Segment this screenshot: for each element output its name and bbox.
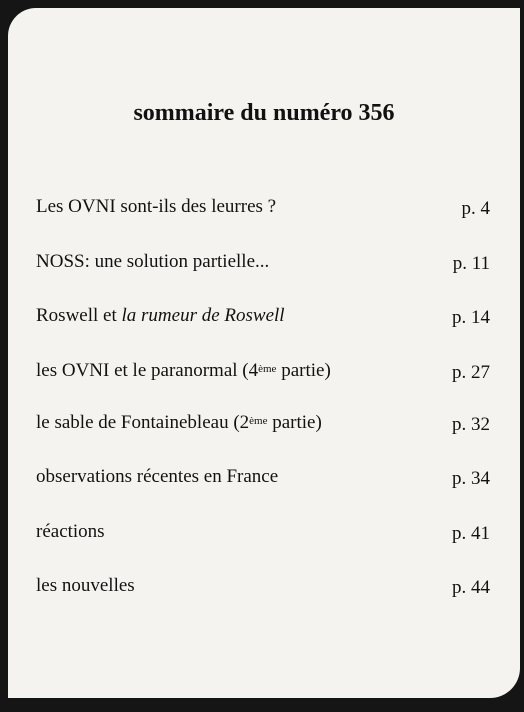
toc-entry-title-prefix: Roswell et	[36, 305, 122, 326]
toc-entry-page: p. 41	[452, 523, 490, 544]
toc-entry-title-prefix: les OVNI et le paranormal (4	[36, 360, 259, 381]
toc-entry-title-suffix: partie)	[267, 412, 322, 433]
toc-entry-title	[36, 360, 331, 382]
page-title: sommaire du numéro 356	[133, 100, 395, 126]
toc-entry-page: p. 4	[461, 198, 490, 219]
toc-entry-title-prefix: le sable de Fontainebleau (2	[36, 412, 250, 433]
toc-entry	[36, 466, 490, 494]
toc-entry-page: p. 32	[452, 414, 490, 435]
toc-entry-page: p. 14	[452, 307, 490, 328]
toc-entry	[36, 412, 490, 440]
toc-entry	[36, 575, 490, 603]
toc-entry	[36, 521, 490, 549]
toc-entry	[36, 360, 490, 388]
toc-entry-superscript: ème	[258, 363, 277, 375]
toc-entry	[36, 251, 490, 279]
table-of-contents	[8, 8, 520, 698]
toc-entry-page: p. 27	[452, 362, 490, 383]
toc-entry-page: p. 11	[452, 253, 490, 274]
toc-entry-title: les nouvelles	[36, 575, 135, 596]
toc-entry-title: Les OVNI sont-ils des leurres ?	[36, 196, 277, 217]
toc-entry	[36, 305, 490, 333]
toc-entry-title-italic: la rumeur de Roswell	[121, 305, 285, 326]
toc-entry-title-suffix: partie)	[276, 360, 331, 381]
document-page	[8, 8, 520, 698]
toc-entry-title	[36, 305, 285, 327]
toc-entry-title	[36, 412, 322, 434]
toc-entry-page: p. 44	[452, 577, 490, 598]
toc-entry-superscript: ème	[249, 415, 268, 427]
toc-entry-page: p. 34	[452, 468, 490, 489]
toc-entry	[36, 196, 490, 224]
toc-entry-title: NOSS: une solution partielle...	[36, 251, 270, 272]
toc-entry-title: observations récentes en France	[36, 466, 279, 487]
toc-entry-title: réactions	[36, 521, 105, 542]
